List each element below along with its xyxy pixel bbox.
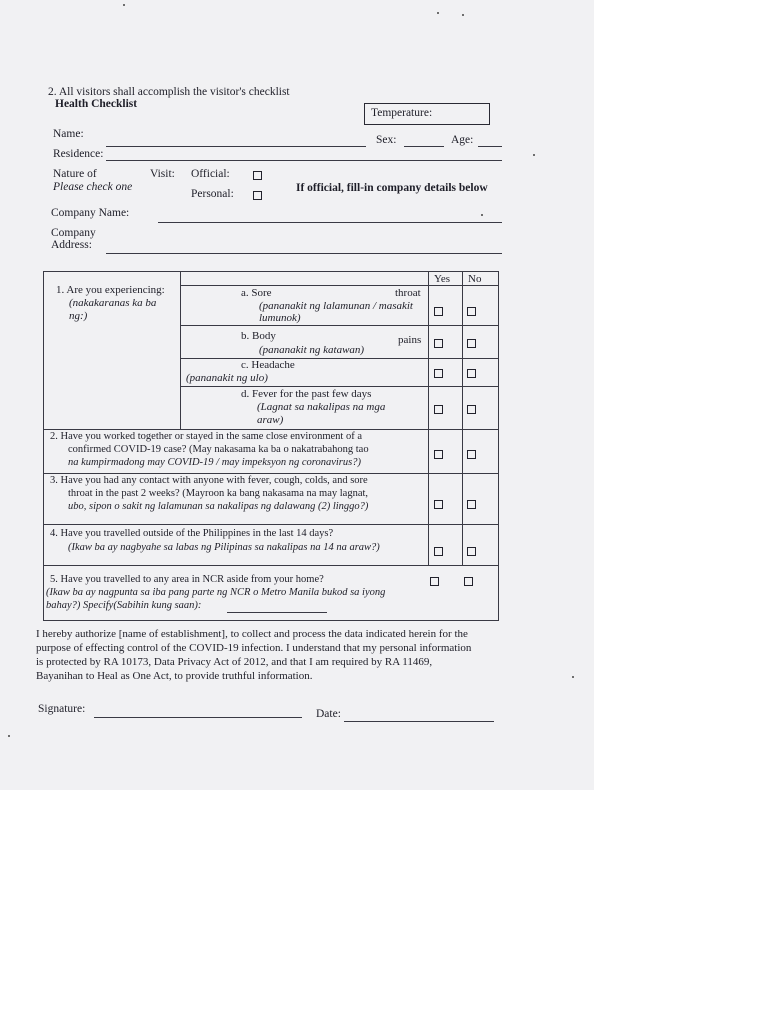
q3-line-2: throat in the past 2 weeks? (Mayroon ka bang nakasama na may lagnat, bbox=[68, 488, 369, 499]
personal-label: Personal: bbox=[191, 188, 234, 200]
sex-label: Sex: bbox=[376, 134, 397, 146]
visit-label: Visit: bbox=[150, 168, 175, 180]
residence-label: Residence: bbox=[53, 148, 104, 160]
scan-speck bbox=[8, 735, 10, 737]
q2-line-1: 2. Have you worked together or stayed in the same close environment of a bbox=[50, 431, 362, 442]
q1-label: 1. Are you experiencing: bbox=[56, 284, 165, 296]
q5-no-checkbox[interactable] bbox=[464, 577, 473, 586]
q1-tagalog-2: ng:) bbox=[69, 310, 88, 322]
signature-label: Signature: bbox=[38, 703, 86, 715]
q1a-no-checkbox[interactable] bbox=[467, 307, 476, 316]
nature-of-label: Nature of bbox=[53, 168, 97, 180]
date-field-line[interactable] bbox=[344, 721, 494, 722]
personal-checkbox[interactable] bbox=[253, 191, 262, 200]
scan-speck bbox=[572, 676, 574, 678]
q2-line-2: confirmed COVID-19 case? (May nakasama ka ba o nakatrabahong tao bbox=[68, 444, 369, 455]
q1b-label: b. Body bbox=[241, 330, 276, 342]
q5-yes-checkbox[interactable] bbox=[430, 577, 439, 586]
official-label: Official: bbox=[191, 168, 230, 180]
q4-line-2: (Ikaw ba ay nagbyahe sa labas ng Pilipinas sa nakalipas na 14 na araw?) bbox=[68, 542, 380, 553]
consent-line-1: I hereby authorize [name of establishment], to collect and process the data indicated herein for the bbox=[36, 628, 468, 640]
q1c-no-checkbox[interactable] bbox=[467, 369, 476, 378]
official-checkbox[interactable] bbox=[253, 171, 262, 180]
official-note: If official, fill-in company details below bbox=[296, 182, 488, 194]
name-field-line[interactable] bbox=[106, 146, 366, 147]
q2-line-3: na kumpirmadong may COVID-19 / may impeksyon ng coronavirus?) bbox=[68, 457, 361, 468]
q4-yes-checkbox[interactable] bbox=[434, 547, 443, 556]
name-label: Name: bbox=[53, 128, 84, 140]
q1d-tagalog-1: (Lagnat sa nakalipas na mga bbox=[257, 401, 386, 413]
q3-no-checkbox[interactable] bbox=[467, 500, 476, 509]
scan-speck bbox=[481, 214, 483, 216]
health-checklist-table bbox=[43, 271, 499, 621]
q1c-label: c. Headache bbox=[241, 359, 295, 371]
q1a-yes-checkbox[interactable] bbox=[434, 307, 443, 316]
header-no: No bbox=[468, 273, 482, 285]
company-address-label-2: Address: bbox=[51, 239, 92, 251]
age-field-line[interactable] bbox=[478, 146, 502, 147]
temperature-box bbox=[364, 103, 490, 125]
scan-speck bbox=[533, 154, 535, 156]
header-yes: Yes bbox=[434, 273, 451, 285]
q1b-label-end: pains bbox=[398, 334, 422, 346]
q1d-tagalog-2: araw) bbox=[257, 414, 284, 426]
please-check-one-label: Please check one bbox=[53, 181, 133, 193]
q1d-label: d. Fever for the past few days bbox=[241, 388, 372, 400]
q5-specify-line[interactable] bbox=[227, 612, 327, 613]
q3-line-3: ubo, sipon o sakit ng lalamunan sa nakalipas ng dalawang (2) linggo?) bbox=[68, 501, 369, 512]
q1a-label-end: throat bbox=[395, 287, 421, 299]
q2-yes-checkbox[interactable] bbox=[434, 450, 443, 459]
q1-tagalog-1: (nakakaranas ka ba bbox=[69, 297, 157, 309]
q1d-yes-checkbox[interactable] bbox=[434, 405, 443, 414]
q1b-tagalog: (pananakit ng katawan) bbox=[259, 344, 365, 356]
q4-line-1: 4. Have you travelled outside of the Philippines in the last 14 days? bbox=[50, 528, 334, 539]
company-name-field-line[interactable] bbox=[158, 222, 502, 223]
q1c-tagalog: (pananakit ng ulo) bbox=[186, 372, 268, 384]
q1a-tagalog-1: (pananakit ng lalamunan / masakit bbox=[259, 300, 413, 312]
scan-speck bbox=[123, 4, 125, 6]
q5-line-2: (Ikaw ba ay nagpunta sa iba pang parte ng NCR o Metro Manila bukod sa iyong bbox=[46, 587, 386, 598]
q1a-tagalog-2: lumunok) bbox=[259, 312, 301, 324]
form-title: Health Checklist bbox=[55, 98, 138, 110]
q3-line-1: 3. Have you had any contact with anyone with fever, cough, colds, and sore bbox=[50, 475, 368, 486]
q1d-no-checkbox[interactable] bbox=[467, 405, 476, 414]
residence-field-line[interactable] bbox=[106, 160, 502, 161]
q5-line-3: bahay?) Specify(Sabihin kung saan): bbox=[46, 600, 202, 611]
company-address-field-line[interactable] bbox=[106, 253, 502, 254]
q1c-yes-checkbox[interactable] bbox=[434, 369, 443, 378]
q4-no-checkbox[interactable] bbox=[467, 547, 476, 556]
company-name-label: Company Name: bbox=[51, 207, 130, 219]
q1b-yes-checkbox[interactable] bbox=[434, 339, 443, 348]
q2-no-checkbox[interactable] bbox=[467, 450, 476, 459]
consent-line-2: purpose of effecting control of the COVID-19 infection. I understand that my personal information bbox=[36, 642, 472, 654]
temperature-label: Temperature: bbox=[371, 107, 433, 119]
date-label: Date: bbox=[316, 708, 341, 720]
signature-field-line[interactable] bbox=[94, 717, 302, 718]
q1a-label: a. Sore bbox=[241, 287, 272, 299]
intro-text: 2. All visitors shall accomplish the visitor's checklist bbox=[48, 86, 290, 98]
company-address-label-1: Company bbox=[51, 227, 96, 239]
consent-line-3: is protected by RA 10173, Data Privacy Act of 2012, and that I am required by RA 11469, bbox=[36, 656, 433, 668]
q3-yes-checkbox[interactable] bbox=[434, 500, 443, 509]
scan-speck bbox=[462, 14, 464, 16]
scan-speck bbox=[437, 12, 439, 14]
q1b-no-checkbox[interactable] bbox=[467, 339, 476, 348]
q5-line-1: 5. Have you travelled to any area in NCR aside from your home? bbox=[50, 574, 324, 585]
age-label: Age: bbox=[451, 134, 474, 146]
consent-line-4: Bayanihan to Heal as One Act, to provide truthful information. bbox=[36, 670, 313, 682]
sex-field-line[interactable] bbox=[404, 146, 444, 147]
